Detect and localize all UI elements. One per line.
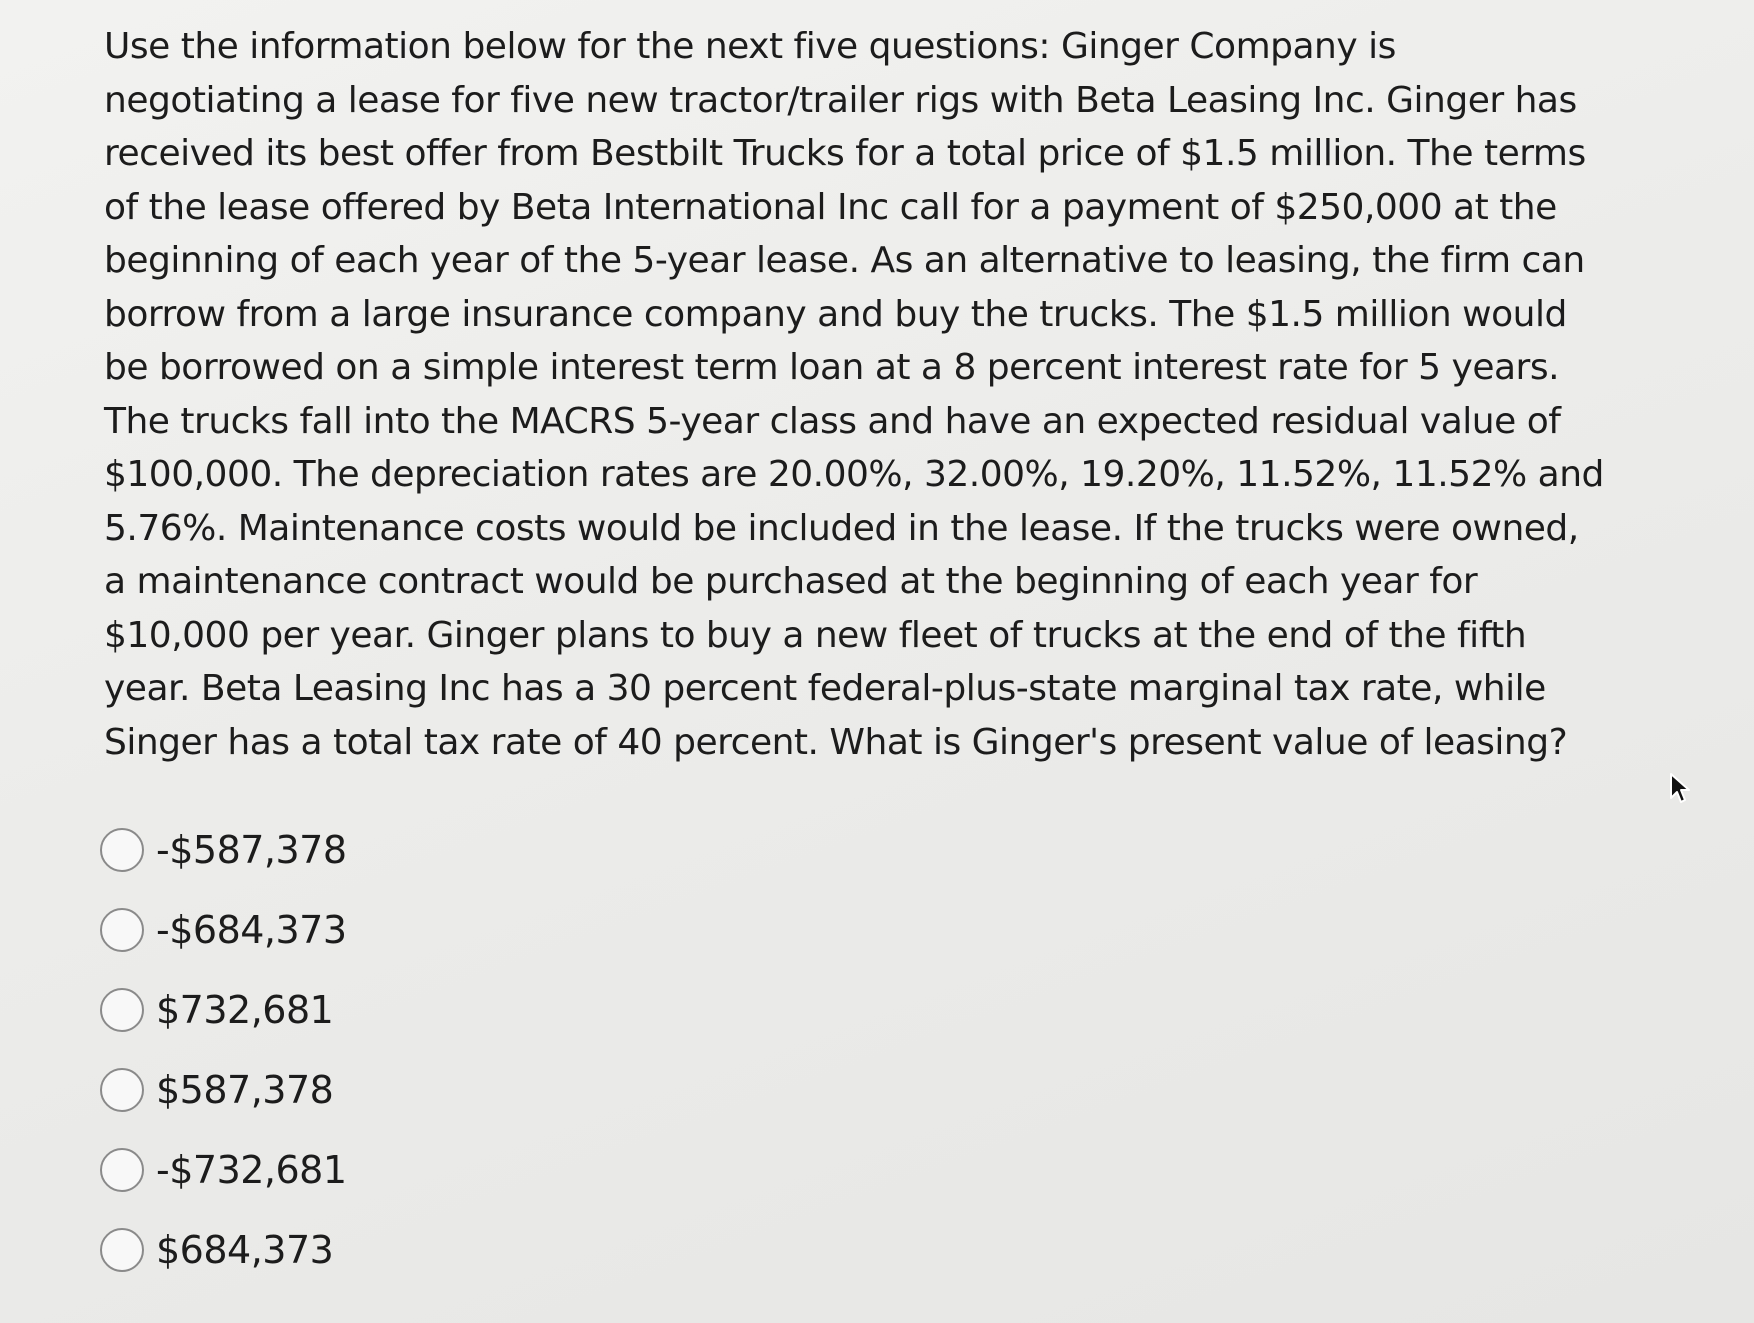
radio-button[interactable] — [100, 1228, 144, 1272]
answer-option-6[interactable] — [100, 1210, 347, 1290]
question-line: year. Beta Leasing Inc has a 30 percent federal-plus-state marginal tax rate, while — [104, 668, 1546, 709]
question-line: beginning of each year of the 5-year lease. As an alternative to leasing, the firm can — [104, 240, 1585, 281]
question-line: $100,000. The depreciation rates are 20.00%, 32.00%, 19.20%, 11.52%, 11.52% and — [104, 454, 1604, 495]
question-line: 5.76%. Maintenance costs would be included in the lease. If the trucks were owned, — [104, 507, 1579, 549]
radio-button[interactable] — [100, 1148, 144, 1192]
answer-option-1[interactable] — [100, 810, 347, 890]
mouse-pointer-icon — [1668, 772, 1694, 806]
question-text — [104, 20, 1604, 769]
option-label: $684,373 — [156, 1228, 334, 1272]
answer-option-3[interactable] — [100, 970, 347, 1050]
option-label: -$587,378 — [156, 828, 347, 872]
option-label: $587,378 — [156, 1068, 334, 1112]
radio-button[interactable] — [100, 908, 144, 952]
option-label: -$732,681 — [156, 1148, 347, 1192]
question-line: Use the information below for the next five questions: Ginger Company is — [104, 26, 1396, 67]
radio-button[interactable] — [100, 1068, 144, 1112]
question-line: received its best offer from Bestbilt Trucks for a total price of $1.5 million. The terms — [104, 133, 1586, 174]
answer-option-4[interactable] — [100, 1050, 347, 1130]
question-line: $10,000 per year. Ginger plans to buy a new fleet of trucks at the end of the fifth — [104, 614, 1527, 656]
question-line: negotiating a lease for five new tractor/trailer rigs with Beta Leasing Inc. Ginger has — [104, 79, 1577, 121]
question-line: The trucks fall into the MACRS 5-year class and have an expected residual value of — [104, 400, 1561, 442]
radio-button[interactable] — [100, 988, 144, 1032]
option-label: $732,681 — [156, 988, 334, 1032]
question-line: a maintenance contract would be purchased at the beginning of each year for — [104, 561, 1478, 602]
question-line: Singer has a total tax rate of 40 percent. What is Ginger's present value of leasing? — [104, 721, 1568, 763]
answer-option-5[interactable] — [100, 1130, 347, 1210]
question-line: borrow from a large insurance company and buy the trucks. The $1.5 million would — [104, 293, 1567, 335]
question-line: of the lease offered by Beta International Inc call for a payment of $250,000 at the — [104, 186, 1557, 228]
option-label: -$684,373 — [156, 908, 347, 952]
radio-button[interactable] — [100, 828, 144, 872]
answer-options — [100, 810, 347, 1290]
answer-option-2[interactable] — [100, 890, 347, 970]
question-line: be borrowed on a simple interest term loan at a 8 percent interest rate for 5 years. — [104, 347, 1560, 388]
